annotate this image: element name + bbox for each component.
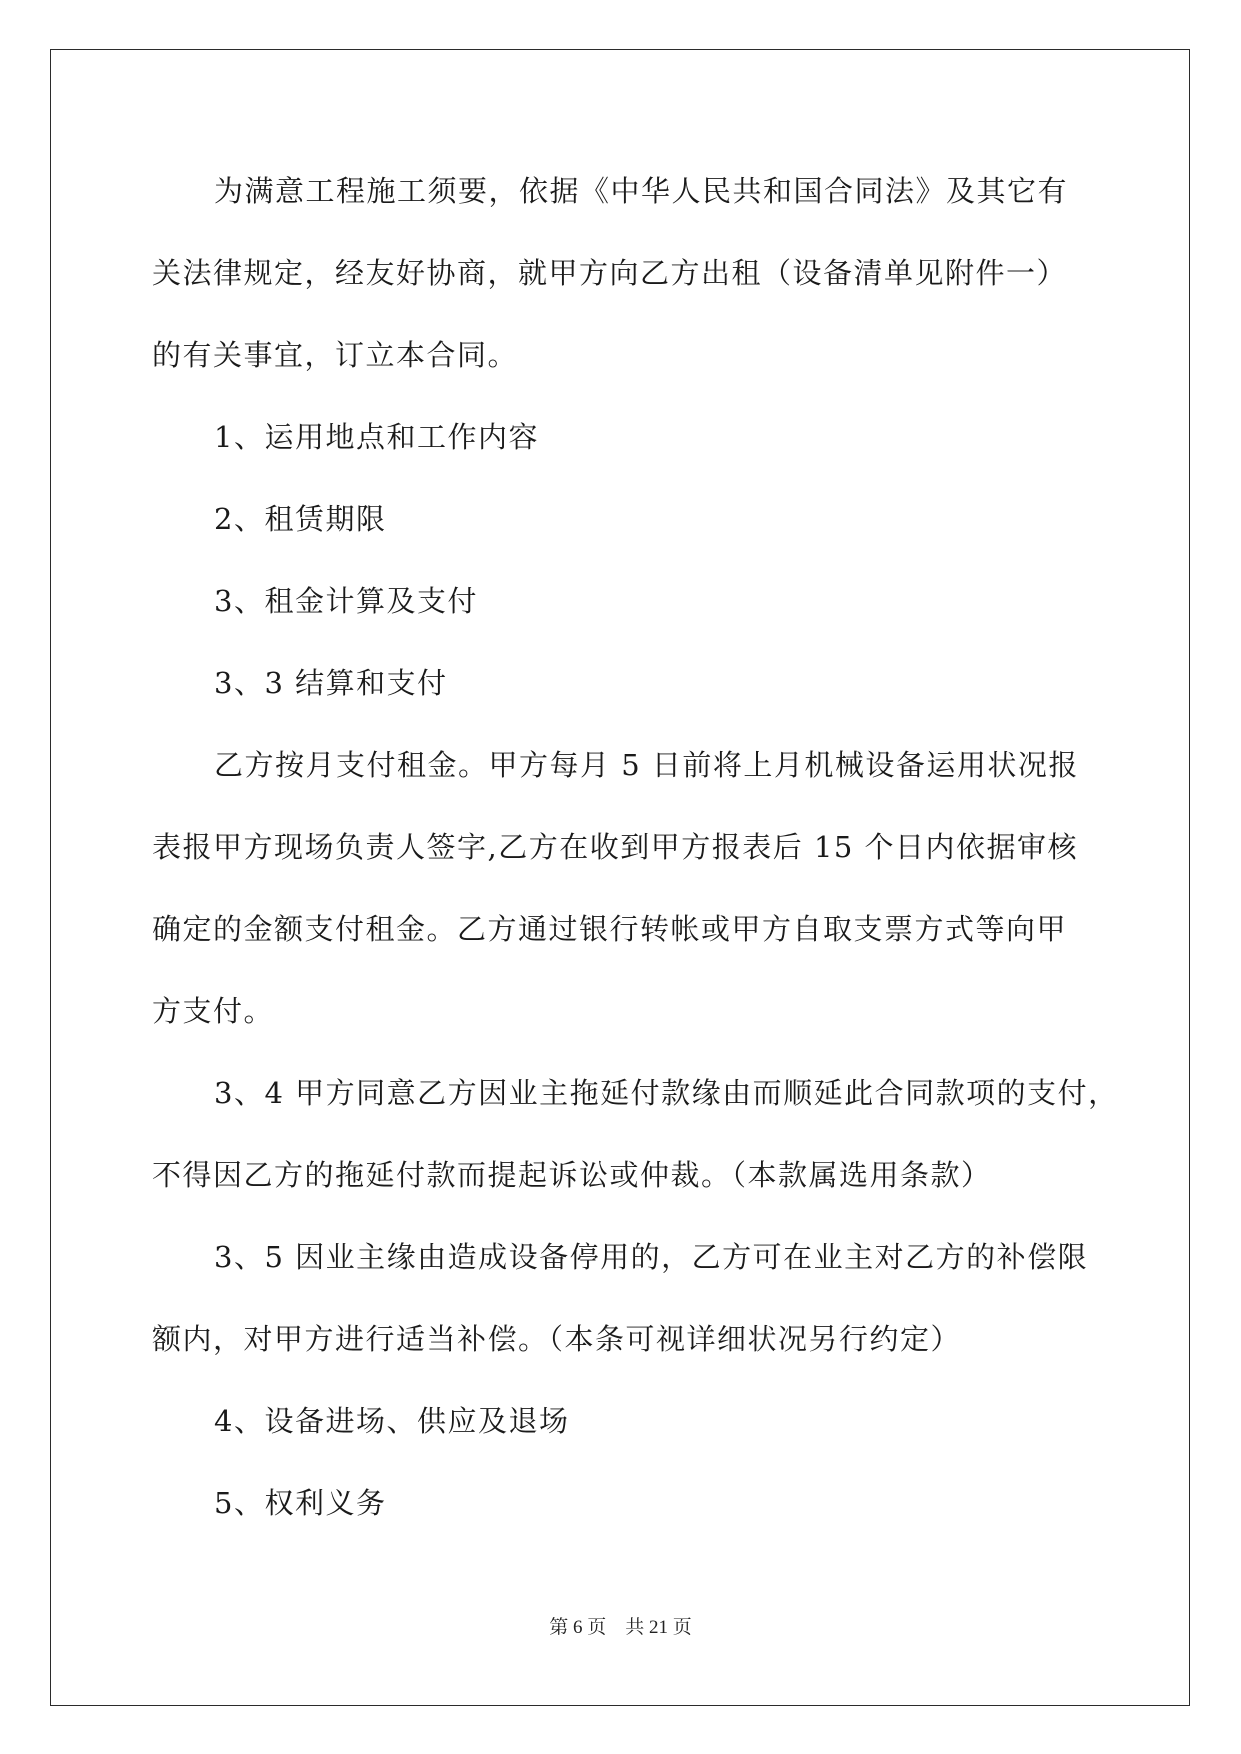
text-line: 额内，对甲方进行适当补偿。（本条可视详细状况另行约定） bbox=[152, 1322, 962, 1356]
document-body bbox=[152, 160, 1119, 1554]
text-line: 关法律规定，经友好协商，就甲方向乙方出租（设备清单见附件一） bbox=[152, 256, 1068, 290]
text-line: 方支付。 bbox=[152, 994, 275, 1028]
text-line: 4、设备进场、供应及退场 bbox=[214, 1404, 570, 1438]
text-line: 3、租金计算及支付 bbox=[214, 584, 478, 618]
page-number-footer: 第 6 页 共 21 页 bbox=[549, 1617, 692, 1638]
text-line: 3、3 结算和支付 bbox=[214, 666, 448, 700]
text-line: 1、运用地点和工作内容 bbox=[214, 420, 539, 454]
text-line: 确定的金额支付租金。乙方通过银行转帐或甲方自取支票方式等向甲 bbox=[152, 912, 1068, 946]
text-line: 2、租赁期限 bbox=[214, 502, 387, 536]
text-line: 不得因乙方的拖延付款而提起诉讼或仲裁。（本款属选用条款） bbox=[152, 1158, 992, 1192]
text-line: 为满意工程施工须要，依据《中华人民共和国合同法》及其它有 bbox=[214, 174, 1069, 208]
text-line: 3、4 甲方同意乙方因业主拖延付款缘由而顺延此合同款项的支付， bbox=[214, 1076, 1119, 1110]
text-line: 表报甲方现场负责人签字,乙方在收到甲方报表后 15 个日内依据审核 bbox=[152, 830, 1079, 864]
text-line: 乙方按月支付租金。甲方每月 5 日前将上月机械设备运用状况报 bbox=[214, 748, 1079, 782]
text-line: 3、5 因业主缘由造成设备停用的，乙方可在业主对乙方的补偿限 bbox=[214, 1240, 1089, 1274]
text-line: 5、权利义务 bbox=[214, 1486, 387, 1520]
text-line: 的有关事宜，订立本合同。 bbox=[152, 338, 519, 372]
